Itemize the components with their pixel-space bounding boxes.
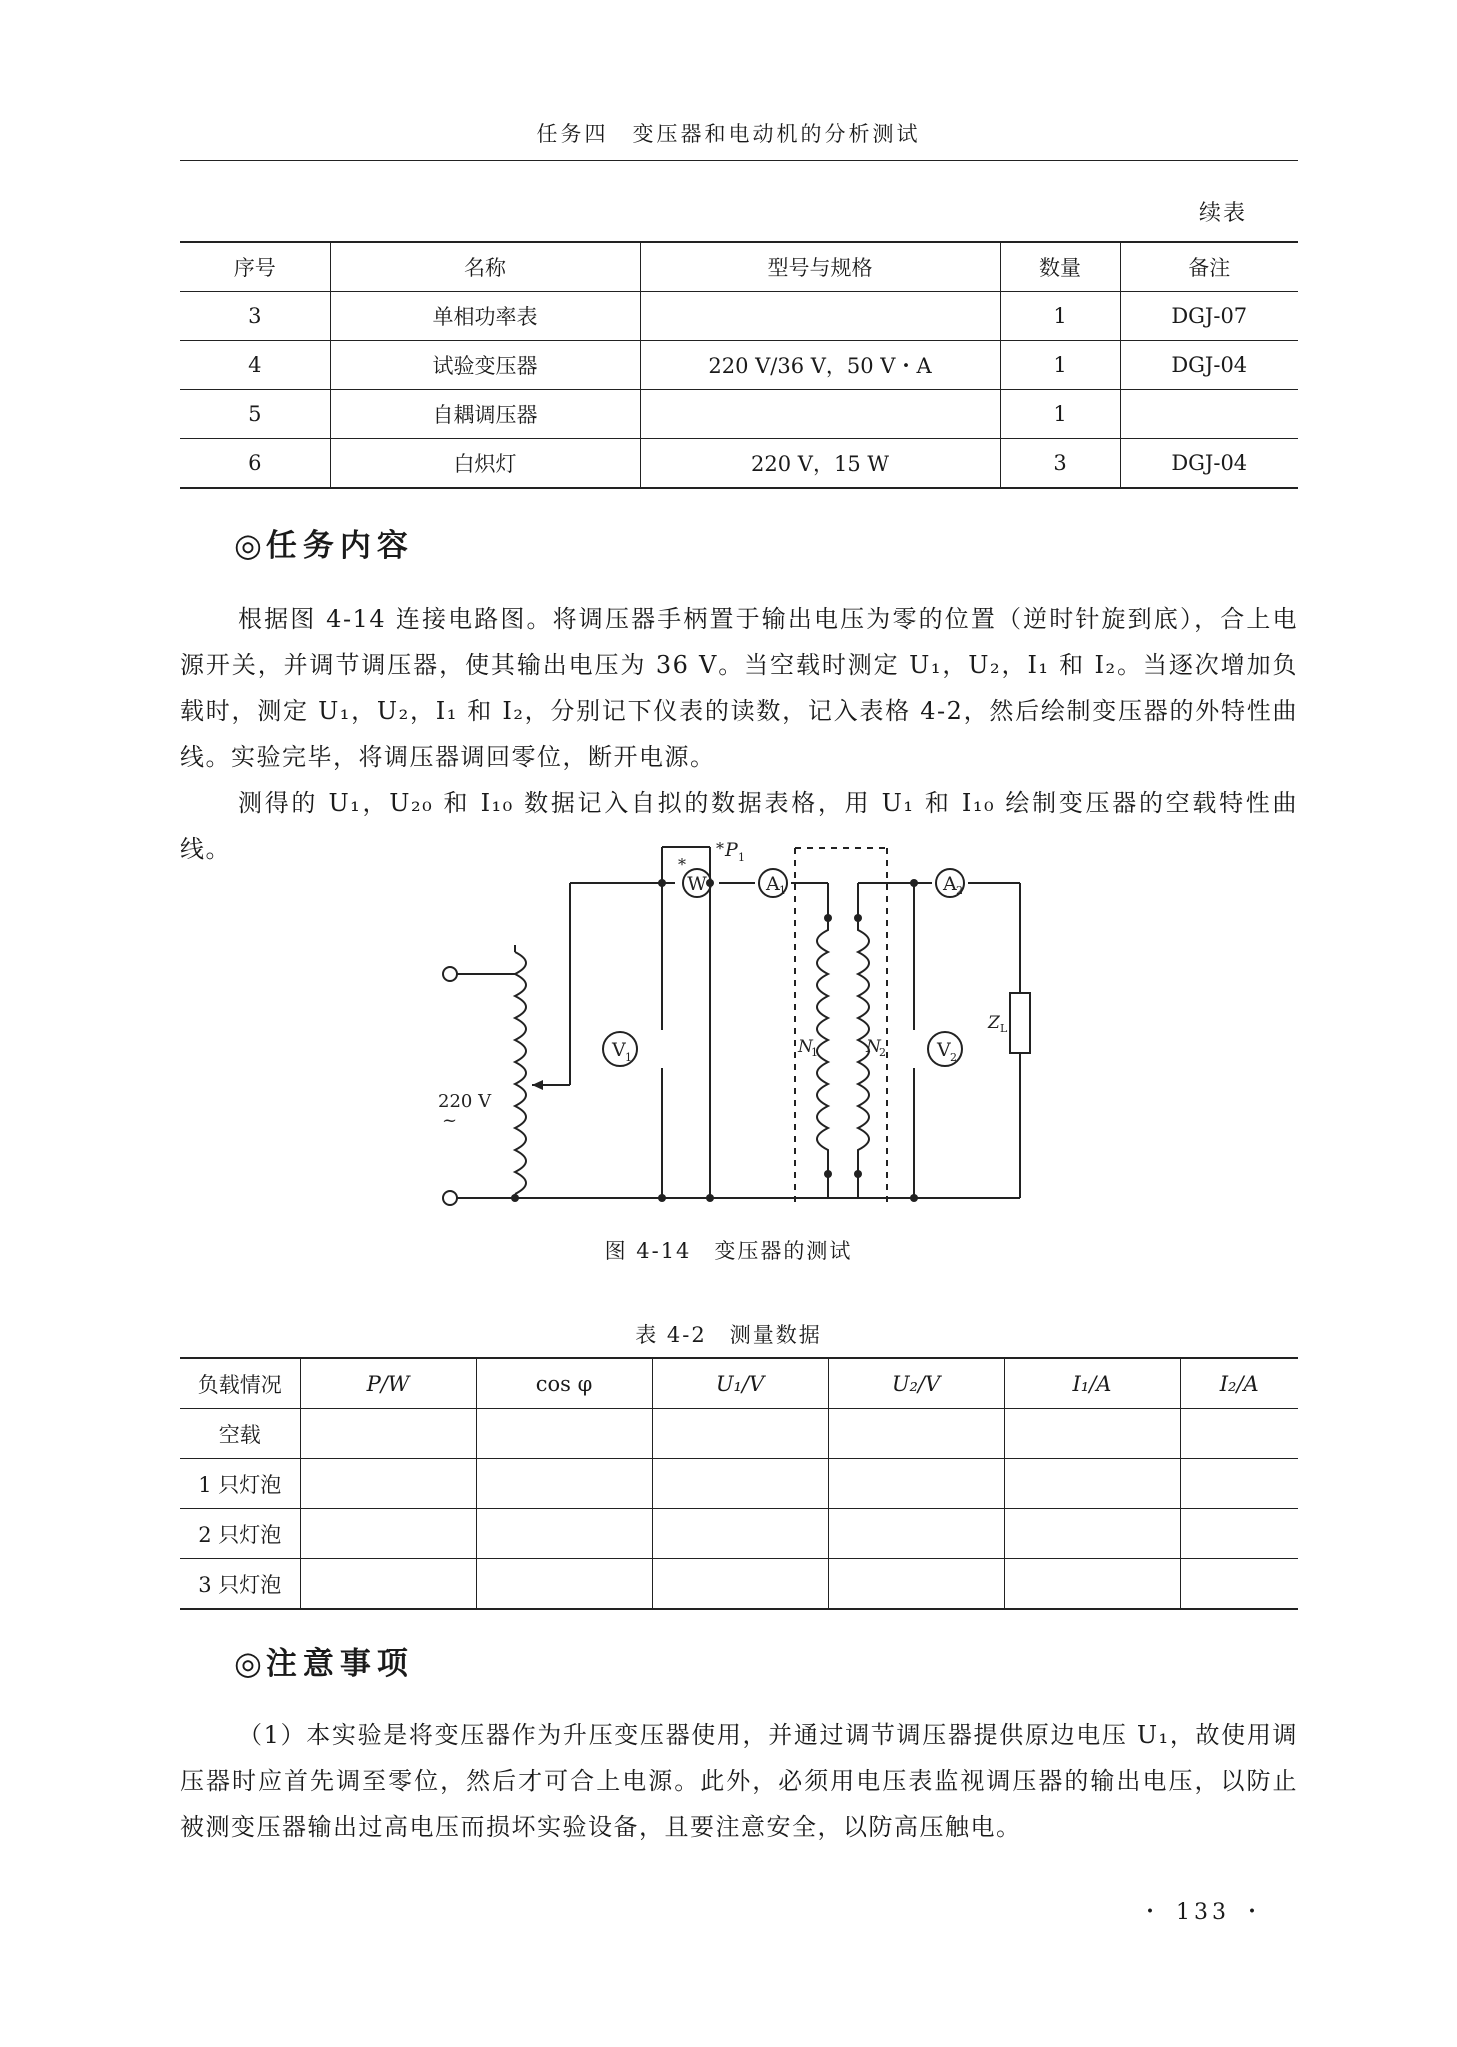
- section-title-notes: [234, 1638, 414, 1683]
- paragraph: （1）本实验是将变压器作为升压变压器使用，并通过调节调压器提供原边电压 U₁，故使用调压器时应首先调至零位，然后才可合上电源。此外，必须用电压表监视调压器的输出电压，以防止被测变压器输出过高电压而损坏实验设备，且要注意安全，以防高压触电。: [180, 1721, 1298, 1841]
- section-title-text: 任务内容: [265, 528, 414, 564]
- label-source-voltage: 220 V: [438, 1091, 492, 1112]
- section-title-task-content: [234, 520, 414, 565]
- measurement-header-row: [180, 1358, 1298, 1409]
- cell-index: 3: [180, 292, 330, 341]
- label-n2: N: [866, 1037, 881, 1057]
- cell-qty: 1: [1000, 341, 1120, 390]
- label-n2-sub: 2: [879, 1046, 886, 1059]
- label-star-left: *: [678, 855, 686, 874]
- slider-arrow-icon: [532, 1080, 543, 1090]
- cell-qty: 1: [1000, 292, 1120, 341]
- section-mark-icon: ◎: [234, 1644, 262, 1682]
- terminal-bottom-icon: [443, 1191, 457, 1205]
- cell-spec: 220 V，15 W: [640, 439, 1000, 489]
- header-cell: cos φ: [476, 1358, 652, 1409]
- empty-cell: [1180, 1559, 1298, 1610]
- empty-cell: [300, 1509, 476, 1559]
- empty-cell: [1004, 1459, 1180, 1509]
- cell-index: 4: [180, 341, 330, 390]
- cell-spec: [640, 390, 1000, 439]
- label-v1-sub: 1: [625, 1051, 632, 1064]
- paragraph: 测得的 U₁，U₂₀ 和 I₁₀ 数据记入自拟的数据表格，用 U₁ 和 I₁₀ 绘制变压器的空载特性曲线。: [180, 789, 1298, 863]
- cell-name: 白炽灯: [330, 439, 640, 489]
- empty-cell: [828, 1509, 1004, 1559]
- equipment-header-row: [180, 242, 1298, 292]
- table-row: [180, 1559, 1298, 1610]
- label-wattmeter: W: [687, 873, 707, 895]
- header-cell: 型号与规格: [640, 242, 1000, 292]
- row-label: 2 只灯泡: [180, 1509, 300, 1559]
- continued-label: 续表: [1198, 201, 1247, 226]
- label-p1-sub: 1: [738, 851, 745, 864]
- table-row: [180, 1509, 1298, 1559]
- label-n1-sub: 1: [811, 1046, 818, 1059]
- terminal-top-icon: [443, 967, 457, 981]
- table-row: [180, 292, 1298, 341]
- empty-cell: [652, 1509, 828, 1559]
- cell-name: 自耦调压器: [330, 390, 640, 439]
- label-v2: V: [937, 1039, 951, 1061]
- table-caption: 表 4-2 测量数据: [635, 1323, 822, 1347]
- empty-cell: [1004, 1409, 1180, 1459]
- label-a2: A: [943, 873, 957, 895]
- header-cell: 序号: [180, 242, 330, 292]
- empty-cell: [1180, 1509, 1298, 1559]
- header-cell: U₂/V: [828, 1358, 1004, 1409]
- header-cell: U₁/V: [652, 1358, 828, 1409]
- row-label: 3 只灯泡: [180, 1559, 300, 1610]
- header-cell: I₂/A: [1180, 1358, 1298, 1409]
- running-head: 任务四 变压器和电动机的分析测试: [536, 122, 921, 146]
- table-row: [180, 341, 1298, 390]
- header-rule: [180, 160, 1298, 161]
- figure-caption: 图 4-14 变压器的测试: [604, 1239, 853, 1263]
- table-row: [180, 390, 1298, 439]
- row-label: 1 只灯泡: [180, 1459, 300, 1509]
- empty-cell: [476, 1559, 652, 1610]
- cell-qty: 1: [1000, 390, 1120, 439]
- label-zl-sub: L: [1000, 1022, 1008, 1035]
- row-label: 空载: [180, 1409, 300, 1459]
- header-cell: 数量: [1000, 242, 1120, 292]
- cell-index: 6: [180, 439, 330, 489]
- cell-name: 试验变压器: [330, 341, 640, 390]
- empty-cell: [300, 1459, 476, 1509]
- empty-cell: [652, 1459, 828, 1509]
- empty-cell: [1004, 1559, 1180, 1610]
- header-cell: P/W: [300, 1358, 476, 1409]
- cell-spec: 220 V/36 V，50 V・A: [640, 341, 1000, 390]
- empty-cell: [1180, 1409, 1298, 1459]
- cell-note: DGJ-04: [1120, 341, 1298, 390]
- page-number: ・ 133 ・: [1139, 1900, 1267, 1925]
- empty-cell: [828, 1459, 1004, 1509]
- paragraph: 根据图 4-14 连接电路图。将调压器手柄置于输出电压为零的位置（逆时针旋到底），合上电源开关，并调节调压器，使其输出电压为 36 V。当空载时测定 U₁，U₂，I₁ 和 I₂。当逐次增加负载时，测定 U₁，U₂，I₁ 和 I₂，分别记下仪表的读数，记入表格 4-2，然后绘制变压器的外特性曲线。实验完毕，将调压器调回零位，断开电源。: [180, 605, 1298, 771]
- measurement-table: [180, 1357, 1298, 1610]
- table-row: [180, 1459, 1298, 1509]
- empty-cell: [652, 1409, 828, 1459]
- empty-cell: [1004, 1509, 1180, 1559]
- header-cell: 备注: [1120, 242, 1298, 292]
- label-ac-symbol: ~: [442, 1110, 458, 1131]
- header-cell: I₁/A: [1004, 1358, 1180, 1409]
- empty-cell: [828, 1409, 1004, 1459]
- circuit-diagram: [400, 830, 1080, 1215]
- empty-cell: [828, 1559, 1004, 1610]
- label-v1: V: [612, 1039, 626, 1061]
- cell-spec: [640, 292, 1000, 341]
- section-mark-icon: ◎: [234, 526, 262, 564]
- cell-note: [1120, 390, 1298, 439]
- header-cell: 名称: [330, 242, 640, 292]
- cell-qty: 3: [1000, 439, 1120, 489]
- label-p1: P: [725, 839, 738, 861]
- table-row: [180, 1409, 1298, 1459]
- empty-cell: [300, 1559, 476, 1610]
- label-star-right: *: [716, 839, 724, 858]
- cell-name: 单相功率表: [330, 292, 640, 341]
- label-a1: A: [766, 873, 780, 895]
- equipment-table: [180, 241, 1298, 489]
- label-zl: Z: [988, 1013, 1000, 1033]
- notes-body: [180, 1712, 1298, 1850]
- label-a2-sub: 2: [956, 884, 963, 897]
- empty-cell: [300, 1409, 476, 1459]
- empty-cell: [652, 1559, 828, 1610]
- cell-note: DGJ-07: [1120, 292, 1298, 341]
- label-v2-sub: 2: [950, 1051, 957, 1064]
- label-n1: N: [798, 1037, 813, 1057]
- cell-index: 5: [180, 390, 330, 439]
- empty-cell: [1180, 1459, 1298, 1509]
- empty-cell: [476, 1509, 652, 1559]
- table-row: [180, 439, 1298, 489]
- cell-note: DGJ-04: [1120, 439, 1298, 489]
- label-a1-sub: 1: [779, 884, 786, 897]
- empty-cell: [476, 1409, 652, 1459]
- header-cell: 负载情况: [180, 1358, 300, 1409]
- section-title-text: 注意事项: [265, 1646, 414, 1682]
- empty-cell: [476, 1459, 652, 1509]
